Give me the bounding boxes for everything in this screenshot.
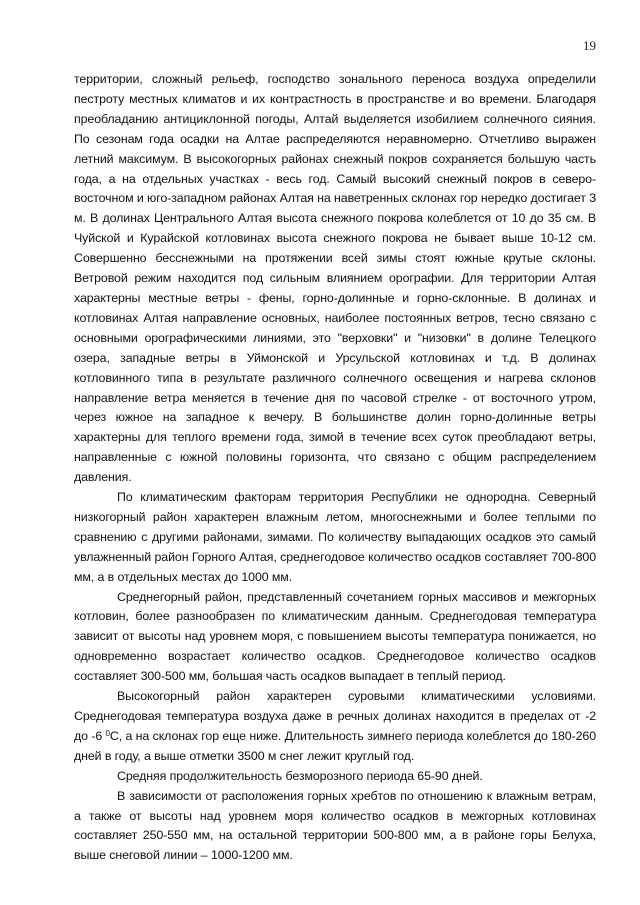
paragraph-midland: Среднегорный район, представленный сочетанием горных массивов и межгорных котловин, более разнообразен по климатическим данным. Среднегодовая температура зависит от высоты над уровнем моря, с повышением высоты температура понижается, но одновременно возрастает количество осадков. Среднегодовое количество осадков составляет 300-500 мм, большая часть осадков выпадает в теплый период. xyxy=(74,589,596,684)
paragraph-climate-overview: территории, сложный рельеф, господство зонального переноса воздуха определили пестроту местных климатов и их контрастность в пространстве и во времени. Благодаря преобладанию антициклонной погоды, Алтай выделяется изобилием солнечного сияния. По сезонам года осадки на Алтае распределяются неравномерно. Отчетливо выражен летний максимум. В высокогорных районах снежный покров сохраняется большую часть года, а на отдельных участках - весь год. Самый высокий снежный покров в северо-восточном и юго-западном районах Алтая на наветренных склонах гор нередко достигает 3 м. В долинах Центрального Алтая высота снежного покрова колеблется от 10 до 35 см. В Чуйской и Курайской котловинах высота снежного покрова не бывает выше 10-12 см. Совершенно бесснежными на протяжении всей зимы стоят южные крутые склоны. Ветровой режим находится под сильным влиянием орографии. Для территории Алтая характерны местные ветры - фены, горно-долинные и горно-склонные. В долинах и котловинах Алтая направление основных, наиболее постоянных ветров, тесно связано с основными орографическими линиями, это "верховки" и "низовки" в долине Телецкого озера, западные ветры в Уймонской и Урсульской котловинах и т.д. В долинах котловинного типа в результате различного солнечного освещения и нагрева склонов направление ветра меняется в течение дня по часовой стрелке - от восточного утром, через южное на западное к вечеру. В большинстве долин горно-долинные ветры характерны для теплого времени года, зимой в течение всех суток преобладают ветры, направленные с южной половины горизонта, что связано с общим распределением давления. xyxy=(74,72,596,485)
highland-text-start: Высокогорный район характерен суровыми климатическими условиями. Среднегодовая температура воздуха даже в речных долинах находится в пределах от -2 до -6 xyxy=(74,689,596,743)
highland-text-end: С, а на склонах гор еще ниже. Длительность зимнего периода колеблется до 180-260 дней в году, а выше отметки 3500 м снег лежит круглый год. xyxy=(74,728,596,763)
paragraph-highland xyxy=(74,687,596,767)
body-text xyxy=(74,70,596,866)
paragraph-frost-free: Средняя продолжительность безморозного периода 65-90 дней. xyxy=(117,768,483,783)
paragraph-north-lowland: По климатическим факторам территория Республики не однородна. Северный низкогорный район характерен влажным летом, многоснежными и более теплыми по сравнению с другими районами, зимами. По количеству выпадающих осадков это самый увлажненный район Горного Алтая, среднегодовое количество осадков составляет 700-800 мм, а в отдельных местах до 1000 мм. xyxy=(74,490,596,584)
page-number: 19 xyxy=(583,38,596,53)
paragraph-precipitation: В зависимости от расположения горных хребтов по отношению к влажным ветрам, а также от высоты над уровнем моря количество осадков в межгорных котловинах составляет 250-550 мм, на остальной территории 500-800 мм, а в районе горы Белуха, выше снеговой линии – 1000-1200 мм. xyxy=(74,788,596,863)
degree-superscript: 0 xyxy=(105,728,110,738)
